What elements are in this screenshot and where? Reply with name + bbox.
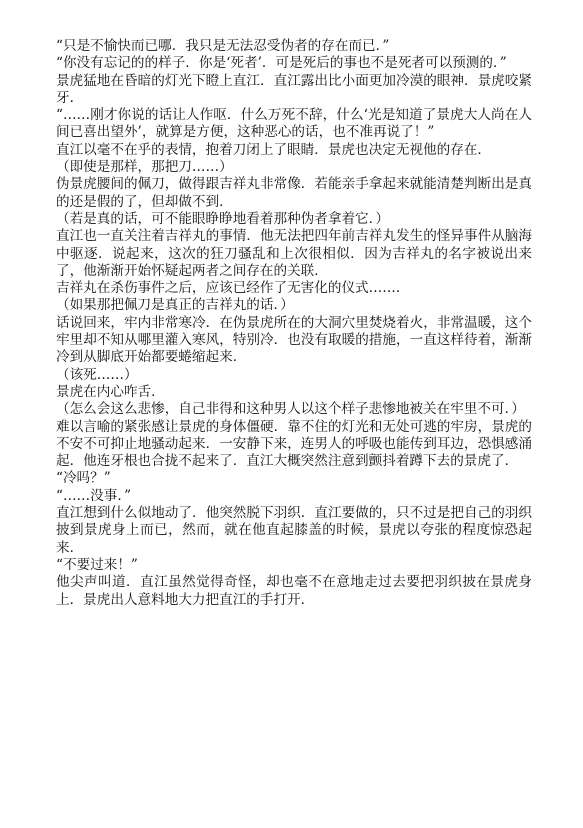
paragraph: “……刚才你说的话让人作呕．什么万死不辞，什么‘光是知道了景虎大人尚在人间已喜出望外’，就算是方便，这种恶心的话，也不准再说了！” bbox=[56, 107, 532, 141]
paragraph: “你没有忘记的的样子．你是‘死者’．可是死后的事也不是死者可以预测的．” bbox=[56, 55, 507, 72]
paragraph: “……没事．” bbox=[56, 487, 132, 504]
paragraph: （若是真的话，可不能眼睁睁地看着那种伪者拿着它．） bbox=[56, 210, 390, 227]
paragraph: （即使是那样，那把刀……） bbox=[56, 159, 233, 176]
paragraph: “冷吗？” bbox=[56, 470, 111, 487]
document-page bbox=[56, 38, 532, 609]
paragraph: “不要过来！” bbox=[56, 556, 138, 573]
paragraph: 他尖声叫道．直江虽然觉得奇怪，却也毫不在意地走过去要把羽织披在景虎身上．景虎出人意料地大力把直江的手打开． bbox=[56, 574, 532, 608]
paragraph: （如果那把佩刀是真正的吉祥丸的话．） bbox=[56, 297, 294, 314]
paragraph: 吉祥丸在杀伤事件之后，应该已经作了无害化的仪式……． bbox=[56, 280, 410, 297]
paragraph: （怎么会这么悲惨，自己非得和这种男人以这个样子悲惨地被关在牢里不可．） bbox=[56, 401, 525, 418]
paragraph: 难以言喻的紧张感让景虎的身体僵硬．靠不住的灯光和无处可逃的牢房，景虎的不安不可抑止地骚动起来．一安静下来，连男人的呼吸也能传到耳边，恐惧感涌起．他连牙根也合拢不起来了．直江大概突然注意到颤抖着蹲下去的景虎了． bbox=[56, 418, 532, 470]
paragraph: 伪景虎腰间的佩刀，做得跟吉祥丸非常像．若能亲手拿起来就能清楚判断出是真的还是假的了，但却做不到． bbox=[56, 176, 532, 210]
paragraph: 直江以毫不在乎的表情，抱着刀闭上了眼睛．景虎也决定无视他的存在． bbox=[56, 141, 491, 158]
paragraph: 直江也一直关注着吉祥丸的事情．他无法把四年前吉祥丸发生的怪异事件从脑海中驱逐．说起来，这次的狂刀骚乱和上次很相似．因为吉祥丸的名字被说出来了，他渐渐开始怀疑起两者之间存在的关联． bbox=[56, 228, 532, 279]
paragraph: （该死……） bbox=[56, 366, 138, 383]
paragraph: 直江想到什么似地动了．他突然脱下羽织．直江要做的，只不过是把自己的羽织披到景虎身上而已，然而，就在他直起膝盖的时候，景虎以夸张的程度惊恐起来． bbox=[56, 505, 532, 556]
paragraph: 景虎在内心咋舌． bbox=[56, 383, 165, 400]
paragraph: 景虎猛地在昏暗的灯光下瞪上直江．直江露出比小面更加冷漠的眼神．景虎咬紧牙． bbox=[56, 72, 532, 106]
paragraph: “只是不愉快而已哪．我只是无法忍受伪者的存在而已．” bbox=[56, 38, 390, 54]
paragraph: 话说回来，牢内非常寒冷．在伪景虎所在的大洞穴里焚烧着火，非常温暖，这个牢里却不知从哪里灌入寒风，特别冷．也没有取暖的措施，一直这样待着，渐渐冷到从脚底开始都要蜷缩起来． bbox=[56, 314, 532, 366]
